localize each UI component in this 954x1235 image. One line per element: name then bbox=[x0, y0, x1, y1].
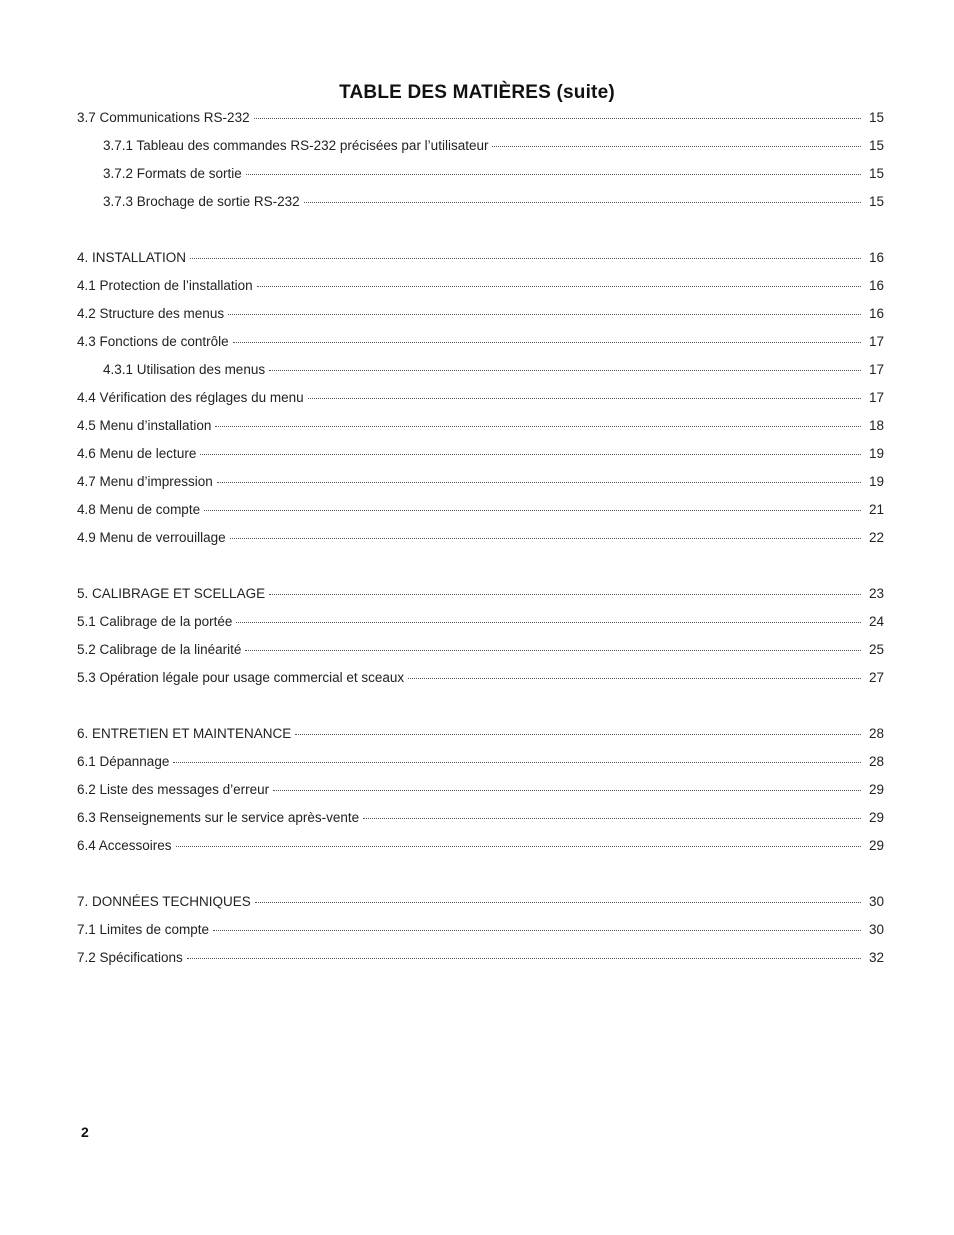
toc-entry-label: 4.5 Menu d’installation bbox=[77, 418, 212, 433]
toc-entry-label: 4.3 Fonctions de contrôle bbox=[77, 334, 229, 349]
toc-section bbox=[77, 244, 884, 552]
toc-entry-label: 6.4 Accessoires bbox=[77, 838, 172, 853]
dot-leader bbox=[273, 790, 861, 791]
dot-leader bbox=[228, 314, 861, 315]
toc-entry-page: 15 bbox=[868, 138, 884, 153]
toc-entry-label: 7. DONNÉES TECHNIQUES bbox=[77, 894, 251, 909]
toc-section bbox=[77, 580, 884, 692]
toc-entry-page: 17 bbox=[868, 362, 884, 377]
dot-leader bbox=[217, 482, 861, 483]
toc-entry-page: 29 bbox=[868, 810, 884, 825]
toc-entry-page: 17 bbox=[868, 334, 884, 349]
toc-entry bbox=[77, 412, 884, 440]
toc-entry-page: 15 bbox=[868, 166, 884, 181]
dot-leader bbox=[255, 902, 861, 903]
dot-leader bbox=[363, 818, 861, 819]
toc-entry-page: 30 bbox=[868, 894, 884, 909]
dot-leader bbox=[173, 762, 861, 763]
toc-entry-label: 4.8 Menu de compte bbox=[77, 502, 201, 517]
toc-entry-page: 23 bbox=[868, 586, 884, 601]
toc-entry-label: 4.2 Structure des menus bbox=[77, 306, 225, 321]
dot-leader bbox=[269, 370, 861, 371]
dot-leader bbox=[187, 958, 861, 959]
toc-entry-label: 3.7.3 Brochage de sortie RS-232 bbox=[103, 194, 300, 209]
toc-entry-label: 6. ENTRETIEN ET MAINTENANCE bbox=[77, 726, 292, 741]
toc-entry bbox=[77, 636, 884, 664]
dot-leader bbox=[215, 426, 861, 427]
toc-entry-label: 3.7.2 Formats de sortie bbox=[103, 166, 242, 181]
toc-entry-label: 6.1 Dépannage bbox=[77, 754, 170, 769]
toc-entry bbox=[77, 440, 884, 468]
toc-entry bbox=[77, 664, 884, 692]
toc-entry-label: 6.2 Liste des messages d’erreur bbox=[77, 782, 270, 797]
dot-leader bbox=[269, 594, 861, 595]
toc-entry bbox=[77, 244, 884, 272]
toc-entry-label: 3.7 Communications RS-232 bbox=[77, 110, 250, 125]
toc-entry bbox=[77, 580, 884, 608]
toc-entry-page: 32 bbox=[868, 950, 884, 965]
toc-entry-label: 5. CALIBRAGE ET SCELLAGE bbox=[77, 586, 266, 601]
toc-entry bbox=[77, 748, 884, 776]
toc-entry-page: 28 bbox=[868, 754, 884, 769]
toc-entry bbox=[77, 188, 884, 216]
toc-entry-label: 4.1 Protection de l’installation bbox=[77, 278, 253, 293]
toc-entry bbox=[77, 804, 884, 832]
dot-leader bbox=[246, 174, 861, 175]
toc-entry-page: 15 bbox=[868, 110, 884, 125]
dot-leader bbox=[257, 286, 861, 287]
toc-entry bbox=[77, 468, 884, 496]
table-of-contents bbox=[77, 104, 884, 1000]
toc-entry-page: 17 bbox=[868, 390, 884, 405]
dot-leader bbox=[230, 538, 861, 539]
dot-leader bbox=[190, 258, 861, 259]
dot-leader bbox=[308, 398, 861, 399]
toc-section bbox=[77, 888, 884, 972]
dot-leader bbox=[176, 846, 861, 847]
toc-entry-page: 29 bbox=[868, 782, 884, 797]
page-title: TABLE DES MATIÈRES (suite) bbox=[339, 82, 615, 103]
page-number: 2 bbox=[81, 1124, 89, 1140]
toc-entry bbox=[77, 384, 884, 412]
toc-entry-page: 16 bbox=[868, 278, 884, 293]
dot-leader bbox=[233, 342, 861, 343]
toc-entry bbox=[77, 944, 884, 972]
toc-section bbox=[77, 104, 884, 216]
toc-entry-label: 4.9 Menu de verrouillage bbox=[77, 530, 226, 545]
toc-section bbox=[77, 720, 884, 860]
toc-entry-label: 4. INSTALLATION bbox=[77, 250, 187, 265]
toc-entry bbox=[77, 132, 884, 160]
toc-entry-page: 18 bbox=[868, 418, 884, 433]
toc-entry-page: 25 bbox=[868, 642, 884, 657]
toc-entry bbox=[77, 776, 884, 804]
toc-entry-label: 7.2 Spécifications bbox=[77, 950, 183, 965]
toc-entry-page: 15 bbox=[868, 194, 884, 209]
dot-leader bbox=[295, 734, 861, 735]
toc-entry bbox=[77, 916, 884, 944]
toc-entry-label: 4.3.1 Utilisation des menus bbox=[103, 362, 266, 377]
toc-entry bbox=[77, 524, 884, 552]
toc-entry bbox=[77, 888, 884, 916]
toc-entry-page: 21 bbox=[868, 502, 884, 517]
toc-entry-page: 24 bbox=[868, 614, 884, 629]
toc-entry bbox=[77, 720, 884, 748]
toc-entry-page: 19 bbox=[868, 446, 884, 461]
toc-entry-label: 6.3 Renseignements sur le service après-vente bbox=[77, 810, 360, 825]
toc-entry-page: 28 bbox=[868, 726, 884, 741]
toc-entry-label: 5.3 Opération légale pour usage commercial et sceaux bbox=[77, 670, 405, 685]
toc-entry-page: 27 bbox=[868, 670, 884, 685]
toc-entry-page: 22 bbox=[868, 530, 884, 545]
toc-entry-label: 4.6 Menu de lecture bbox=[77, 446, 197, 461]
dot-leader bbox=[213, 930, 861, 931]
dot-leader bbox=[236, 622, 861, 623]
toc-entry-label: 4.4 Vérification des réglages du menu bbox=[77, 390, 304, 405]
toc-entry-label: 4.7 Menu d’impression bbox=[77, 474, 213, 489]
toc-entry bbox=[77, 160, 884, 188]
toc-entry-page: 30 bbox=[868, 922, 884, 937]
dot-leader bbox=[254, 118, 861, 119]
toc-entry-page: 29 bbox=[868, 838, 884, 853]
toc-entry-label: 5.2 Calibrage de la linéarité bbox=[77, 642, 242, 657]
toc-entry bbox=[77, 104, 884, 132]
toc-entry bbox=[77, 356, 884, 384]
dot-leader bbox=[492, 146, 861, 147]
toc-entry bbox=[77, 272, 884, 300]
dot-leader bbox=[408, 678, 861, 679]
toc-entry bbox=[77, 328, 884, 356]
dot-leader bbox=[204, 510, 861, 511]
toc-entry bbox=[77, 832, 884, 860]
toc-entry-label: 3.7.1 Tableau des commandes RS-232 précisées par l’utilisateur bbox=[103, 138, 489, 153]
toc-entry bbox=[77, 608, 884, 636]
toc-entry-page: 19 bbox=[868, 474, 884, 489]
toc-entry-page: 16 bbox=[868, 250, 884, 265]
toc-entry-page: 16 bbox=[868, 306, 884, 321]
toc-entry-label: 5.1 Calibrage de la portée bbox=[77, 614, 233, 629]
dot-leader bbox=[200, 454, 861, 455]
toc-entry bbox=[77, 300, 884, 328]
dot-leader bbox=[245, 650, 861, 651]
toc-entry-label: 7.1 Limites de compte bbox=[77, 922, 210, 937]
dot-leader bbox=[304, 202, 861, 203]
toc-entry bbox=[77, 496, 884, 524]
